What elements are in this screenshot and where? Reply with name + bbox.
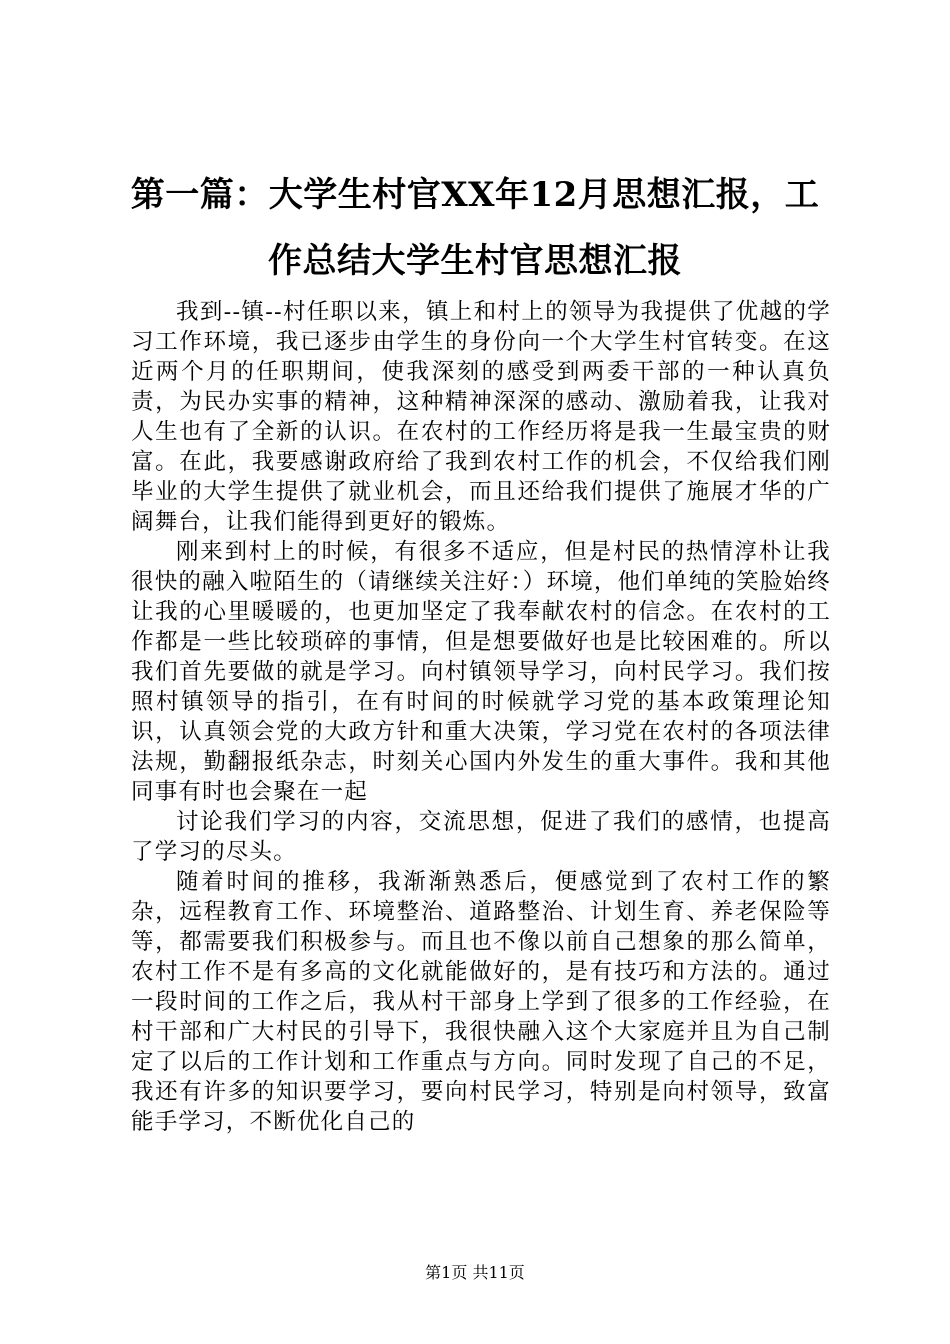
paragraph: 刚来到村上的时候，有很多不适应，但是村民的热情淳朴让我很快的融入啦陌生的（请继续关注好：）环境，他们单纯的笑脸始终让我的心里暖暖的，也更加坚定了我奉献农村的信念。在农村的工作都是一些比较琐碎的事情，但是想要做好也是比较困难的。所以我们首先要做的就是学习。向村镇领导学习，向村民学习。我们按照村镇领导的指引，在有时间的时候就学习党的基本政策理论知识，认真领会党的大政方针和重大决策，学习党在农村的各项法律法规，勤翻报纸杂志，时刻关心国内外发生的重大事件。我和其他同事有时也会聚在一起 xyxy=(131,539,831,805)
paragraph: 我到--镇--村任职以来，镇上和村上的领导为我提供了优越的学习工作环境，我已逐步由学生的身份向一个大学生村官转变。在这近两个月的任职期间，使我深刻的感受到两委干部的一种认真负责，为民办实事的精神，这种精神深深的感动、激励着我，让我对人生也有了全新的认识。在农村的工作经历将是我一生最宝贵的财富。在此，我要感谢政府给了我到农村工作的机会，不仅给我们刚毕业的大学生提供了就业机会，而且还给我们提供了施展才华的广阔舞台，让我们能得到更好的锻炼。 xyxy=(131,299,831,535)
page-footer: 第1页 共11页 xyxy=(425,1263,525,1282)
paragraph: 讨论我们学习的内容，交流思想，促进了我们的感情，也提高了学习的尽头。 xyxy=(131,809,831,865)
paragraph: 随着时间的推移，我渐渐熟悉后，便感觉到了农村工作的繁杂，远程教育工作、环境整治、道路整治、计划生育、养老保险等等，都需要我们积极参与。而且也不像以前自己想象的那么简单，农村工作不是有多高的文化就能做好的，是有技巧和方法的。通过一段时间的工作之后，我从村干部身上学到了很多的工作经验，在村干部和广大村民的引导下，我很快融入这个大家庭并且为自己制定了以后的工作计划和工作重点与方向。同时发现了自己的不足，我还有许多的知识要学习，要向村民学习，特别是向村领导，致富能手学习，不断优化自己的 xyxy=(131,869,831,1135)
document-title: 第一篇：大学生村官XX年12月思想汇报，工作总结大学生村官思想汇报 xyxy=(130,175,820,281)
document-body xyxy=(131,297,831,1137)
